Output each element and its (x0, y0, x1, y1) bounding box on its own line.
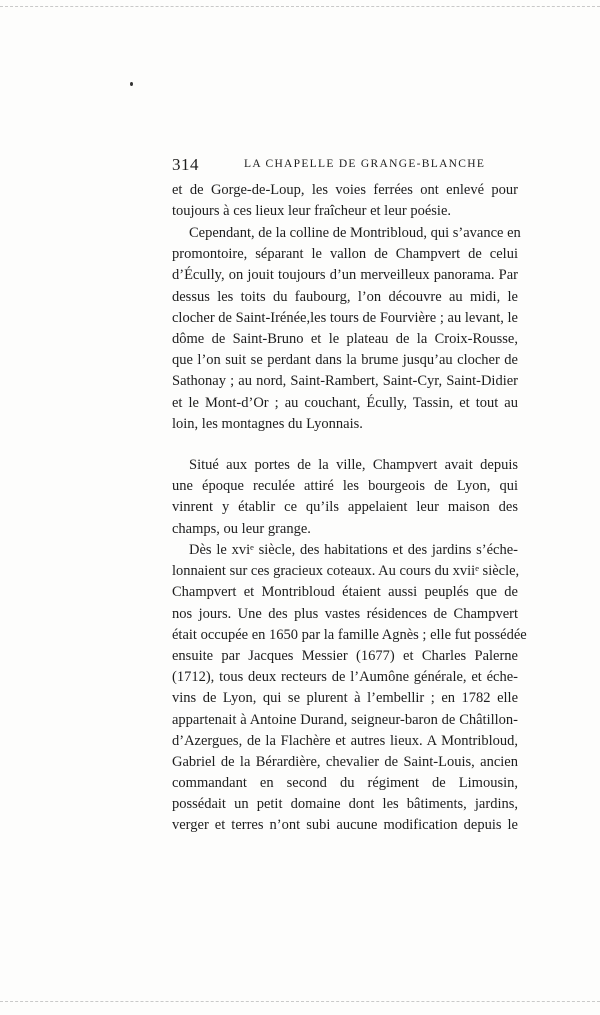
text-line: nos jours. Une des plus vastes résidences de Champvert (172, 605, 518, 622)
page-number: 314 (172, 155, 199, 174)
text-line: Dès le xviᵉ siècle, des habitations et des jardins s’éche- (189, 542, 518, 558)
text-line: était occupée en 1650 par la famille Agnès ; elle fut possédée (172, 626, 527, 643)
text-line: que l’on suit se perdant dans la brume jusqu’au clocher de (172, 352, 518, 369)
text-line: promontoire, séparant le vallon de Champvert de celui (172, 246, 518, 263)
text-line: ensuite par Jacques Messier (1677) et Charles Palerne (172, 647, 518, 664)
text-line: champs, ou leur grange. (172, 520, 311, 537)
ink-speck (130, 82, 133, 86)
text-line: Gabriel de la Bérardière, chevalier de Saint-Louis, ancien (172, 753, 518, 770)
paragraph-1 (172, 180, 518, 222)
paragraph-4 (172, 540, 527, 837)
text-line: Situé aux portes de la ville, Champvert avait depuis (189, 457, 518, 473)
text-line: commandant en second du régiment de Limousin, (172, 775, 518, 792)
text-line: une époque reculée attiré les bourgeois de Lyon, qui (172, 478, 518, 495)
paragraph-2 (172, 223, 521, 435)
text-line: clocher de Saint-Irénée,les tours de Fourvière ; au levant, le (172, 309, 518, 326)
text-line: toujours à ces lieux leur fraîcheur et leur poésie. (172, 203, 452, 220)
running-title: LA CHAPELLE DE GRANGE-BLANCHE (244, 158, 486, 170)
paragraph-3 (172, 455, 518, 540)
text-line: lonnaient sur ces gracieux coteaux. Au cours du xviiᵉ siècle, (172, 563, 520, 580)
text-line: Cependant, de la colline de Montribloud, qui s’avance en (189, 225, 521, 241)
text-line: et le Mont-d’Or ; au couchant, Écully, Tassin, et tout au (172, 394, 518, 411)
text-line: appartenait à Antoine Durand, seigneur-baron de Châtillon- (172, 711, 518, 728)
text-line: dôme de Saint-Bruno et le plateau de la Croix-Rousse, (172, 330, 518, 347)
text-line: Champvert et Montribloud étaient aussi peuplés que de (172, 584, 518, 601)
text-line: et de Gorge-de-Loup, les voies ferrées ont enlevé pour (172, 182, 518, 198)
page-top-edge (0, 6, 600, 7)
text-line: d’Écully, on jouit toujours d’un merveilleux panorama. Par (172, 267, 518, 284)
text-line: d’Azergues, de la Flachère et autres lieux. A Montribloud, (172, 732, 518, 749)
text-line: loin, les montagnes du Lyonnais. (172, 415, 363, 432)
text-line: vins de Lyon, qui se plurent à l’embellir ; en 1782 elle (172, 690, 518, 707)
text-line: (1712), tous deux recteurs de l’Aumône générale, et éche- (172, 669, 518, 686)
text-line: Sathonay ; au nord, Saint-Rambert, Saint-Cyr, Saint-Didier (172, 373, 518, 390)
text-line: verger et terres n’ont subi aucune modification depuis le (172, 817, 518, 834)
running-head (172, 155, 518, 175)
text-line: vinrent y établir ce qu’ils appelaient leur maison des (172, 499, 518, 516)
text-line: possédait un petit domaine dont les bâtiments, jardins, (172, 796, 518, 813)
text-line: dessus les toits du faubourg, l’on découvre au midi, le (172, 288, 518, 305)
page-bottom-edge (0, 1001, 600, 1002)
